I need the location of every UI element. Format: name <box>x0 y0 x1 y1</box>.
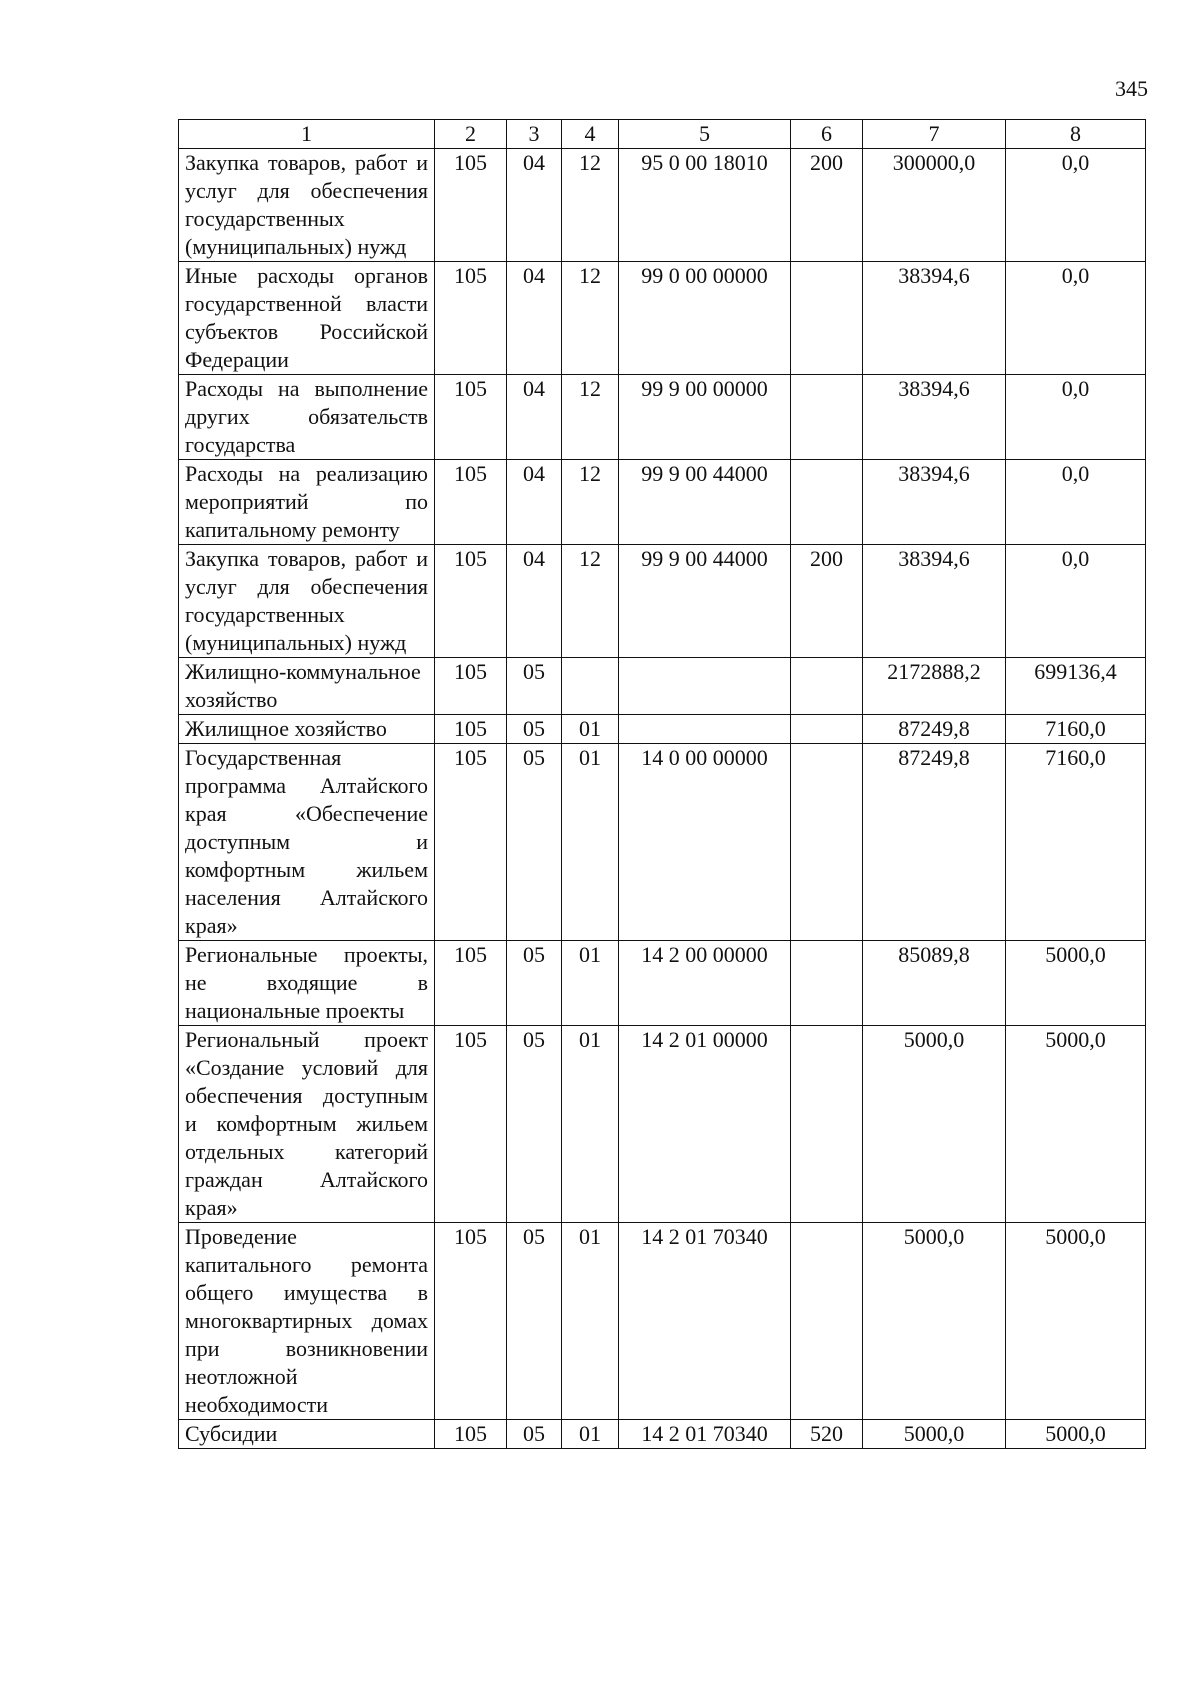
code-target-article-cell: 99 9 00 00000 <box>619 375 791 460</box>
amount-2022-cell: 87249,8 <box>863 744 1006 941</box>
amount-2022-cell: 5000,0 <box>863 1223 1006 1420</box>
code-admin-cell: 105 <box>435 1223 507 1420</box>
budget-table <box>178 119 1146 1449</box>
column-header: 3 <box>507 120 562 149</box>
expense-name-cell: Региональные проекты, не входящие в национальные проекты <box>179 941 435 1026</box>
table-row <box>179 375 1146 460</box>
code-target-article-cell: 14 2 00 00000 <box>619 941 791 1026</box>
code-section-cell: 05 <box>507 744 562 941</box>
page-number: 345 <box>1115 76 1148 101</box>
expense-name-cell: Закупка товаров, работ и услуг для обеспечения государственных (муниципальных) нужд <box>179 545 435 658</box>
code-admin-cell: 105 <box>435 941 507 1026</box>
column-header: 8 <box>1006 120 1146 149</box>
code-target-article-cell: 99 9 00 44000 <box>619 545 791 658</box>
table-row <box>179 1223 1146 1420</box>
table-row <box>179 149 1146 262</box>
code-target-article-cell <box>619 658 791 715</box>
amount-2022-cell: 38394,6 <box>863 375 1006 460</box>
amount-2023-cell: 0,0 <box>1006 460 1146 545</box>
expense-name-cell: Закупка товаров, работ и услуг для обеспечения государственных (муниципальных) нужд <box>179 149 435 262</box>
code-expense-type-cell <box>791 460 863 545</box>
code-expense-type-cell: 520 <box>791 1420 863 1449</box>
code-target-article-cell <box>619 715 791 744</box>
code-section-cell: 04 <box>507 375 562 460</box>
code-subsection-cell: 12 <box>562 149 619 262</box>
code-subsection-cell: 01 <box>562 1223 619 1420</box>
code-section-cell: 05 <box>507 1420 562 1449</box>
code-subsection-cell: 01 <box>562 941 619 1026</box>
code-expense-type-cell: 200 <box>791 545 863 658</box>
amount-2023-cell: 0,0 <box>1006 375 1146 460</box>
code-section-cell: 04 <box>507 460 562 545</box>
amount-2023-cell: 0,0 <box>1006 545 1146 658</box>
code-expense-type-cell <box>791 1026 863 1223</box>
code-section-cell: 05 <box>507 1026 562 1223</box>
column-header: 7 <box>863 120 1006 149</box>
code-admin-cell: 105 <box>435 715 507 744</box>
code-subsection-cell <box>562 658 619 715</box>
table-row <box>179 262 1146 375</box>
expense-name-cell: Региональный проект «Создание условий для обеспечения доступным и комфортным жильем отдельных категорий граждан Алтайского края» <box>179 1026 435 1223</box>
code-target-article-cell: 14 0 00 00000 <box>619 744 791 941</box>
code-target-article-cell: 99 0 00 00000 <box>619 262 791 375</box>
code-expense-type-cell <box>791 1223 863 1420</box>
amount-2023-cell: 699136,4 <box>1006 658 1146 715</box>
code-target-article-cell: 14 2 01 00000 <box>619 1026 791 1223</box>
expense-name-cell: Жилищно-коммунальное хозяйство <box>179 658 435 715</box>
amount-2023-cell: 5000,0 <box>1006 1420 1146 1449</box>
amount-2022-cell: 38394,6 <box>863 460 1006 545</box>
code-admin-cell: 105 <box>435 149 507 262</box>
code-admin-cell: 105 <box>435 744 507 941</box>
amount-2023-cell: 5000,0 <box>1006 941 1146 1026</box>
amount-2022-cell: 5000,0 <box>863 1420 1006 1449</box>
amount-2022-cell: 85089,8 <box>863 941 1006 1026</box>
amount-2022-cell: 38394,6 <box>863 545 1006 658</box>
code-subsection-cell: 01 <box>562 1026 619 1223</box>
code-subsection-cell: 12 <box>562 545 619 658</box>
expense-name-cell: Субсидии <box>179 1420 435 1449</box>
code-subsection-cell: 12 <box>562 460 619 545</box>
code-admin-cell: 105 <box>435 262 507 375</box>
code-expense-type-cell <box>791 941 863 1026</box>
code-target-article-cell: 95 0 00 18010 <box>619 149 791 262</box>
code-admin-cell: 105 <box>435 1420 507 1449</box>
code-expense-type-cell <box>791 262 863 375</box>
column-header: 6 <box>791 120 863 149</box>
amount-2023-cell: 5000,0 <box>1006 1026 1146 1223</box>
code-section-cell: 05 <box>507 658 562 715</box>
amount-2023-cell: 7160,0 <box>1006 715 1146 744</box>
code-expense-type-cell <box>791 658 863 715</box>
expense-name-cell: Государственная программа Алтайского края «Обеспечение доступным и комфортным жильем населения Алтайского края» <box>179 744 435 941</box>
table-row <box>179 460 1146 545</box>
code-subsection-cell: 12 <box>562 262 619 375</box>
column-header: 4 <box>562 120 619 149</box>
code-admin-cell: 105 <box>435 658 507 715</box>
table-row <box>179 545 1146 658</box>
code-expense-type-cell <box>791 375 863 460</box>
amount-2022-cell: 87249,8 <box>863 715 1006 744</box>
expense-name-cell: Расходы на реализацию мероприятий по капитальному ремонту <box>179 460 435 545</box>
column-header: 1 <box>179 120 435 149</box>
expense-name-cell: Жилищное хозяйство <box>179 715 435 744</box>
code-subsection-cell: 12 <box>562 375 619 460</box>
amount-2022-cell: 5000,0 <box>863 1026 1006 1223</box>
amount-2023-cell: 5000,0 <box>1006 1223 1146 1420</box>
column-header: 2 <box>435 120 507 149</box>
code-admin-cell: 105 <box>435 545 507 658</box>
code-section-cell: 05 <box>507 1223 562 1420</box>
code-expense-type-cell <box>791 715 863 744</box>
code-section-cell: 05 <box>507 715 562 744</box>
code-section-cell: 04 <box>507 262 562 375</box>
code-admin-cell: 105 <box>435 375 507 460</box>
code-subsection-cell: 01 <box>562 744 619 941</box>
code-target-article-cell: 99 9 00 44000 <box>619 460 791 545</box>
table-row <box>179 1420 1146 1449</box>
amount-2022-cell: 2172888,2 <box>863 658 1006 715</box>
expense-name-cell: Проведение капитального ремонта общего имущества в многоквартирных домах при возникновении неотложной необходимости <box>179 1223 435 1420</box>
column-header: 5 <box>619 120 791 149</box>
amount-2023-cell: 7160,0 <box>1006 744 1146 941</box>
code-section-cell: 04 <box>507 545 562 658</box>
expense-name-cell: Иные расходы органов государственной власти субъектов Российской Федерации <box>179 262 435 375</box>
amount-2023-cell: 0,0 <box>1006 262 1146 375</box>
table-row <box>179 1026 1146 1223</box>
code-section-cell: 05 <box>507 941 562 1026</box>
amount-2022-cell: 38394,6 <box>863 262 1006 375</box>
code-admin-cell: 105 <box>435 460 507 545</box>
amount-2022-cell: 300000,0 <box>863 149 1006 262</box>
code-section-cell: 04 <box>507 149 562 262</box>
table-row <box>179 941 1146 1026</box>
code-subsection-cell: 01 <box>562 1420 619 1449</box>
table-row <box>179 715 1146 744</box>
code-expense-type-cell <box>791 744 863 941</box>
code-subsection-cell: 01 <box>562 715 619 744</box>
amount-2023-cell: 0,0 <box>1006 149 1146 262</box>
code-expense-type-cell: 200 <box>791 149 863 262</box>
code-admin-cell: 105 <box>435 1026 507 1223</box>
table-row <box>179 658 1146 715</box>
table-row <box>179 744 1146 941</box>
expense-name-cell: Расходы на выполнение других обязательств государства <box>179 375 435 460</box>
header-row <box>179 120 1146 149</box>
code-target-article-cell: 14 2 01 70340 <box>619 1420 791 1449</box>
code-target-article-cell: 14 2 01 70340 <box>619 1223 791 1420</box>
